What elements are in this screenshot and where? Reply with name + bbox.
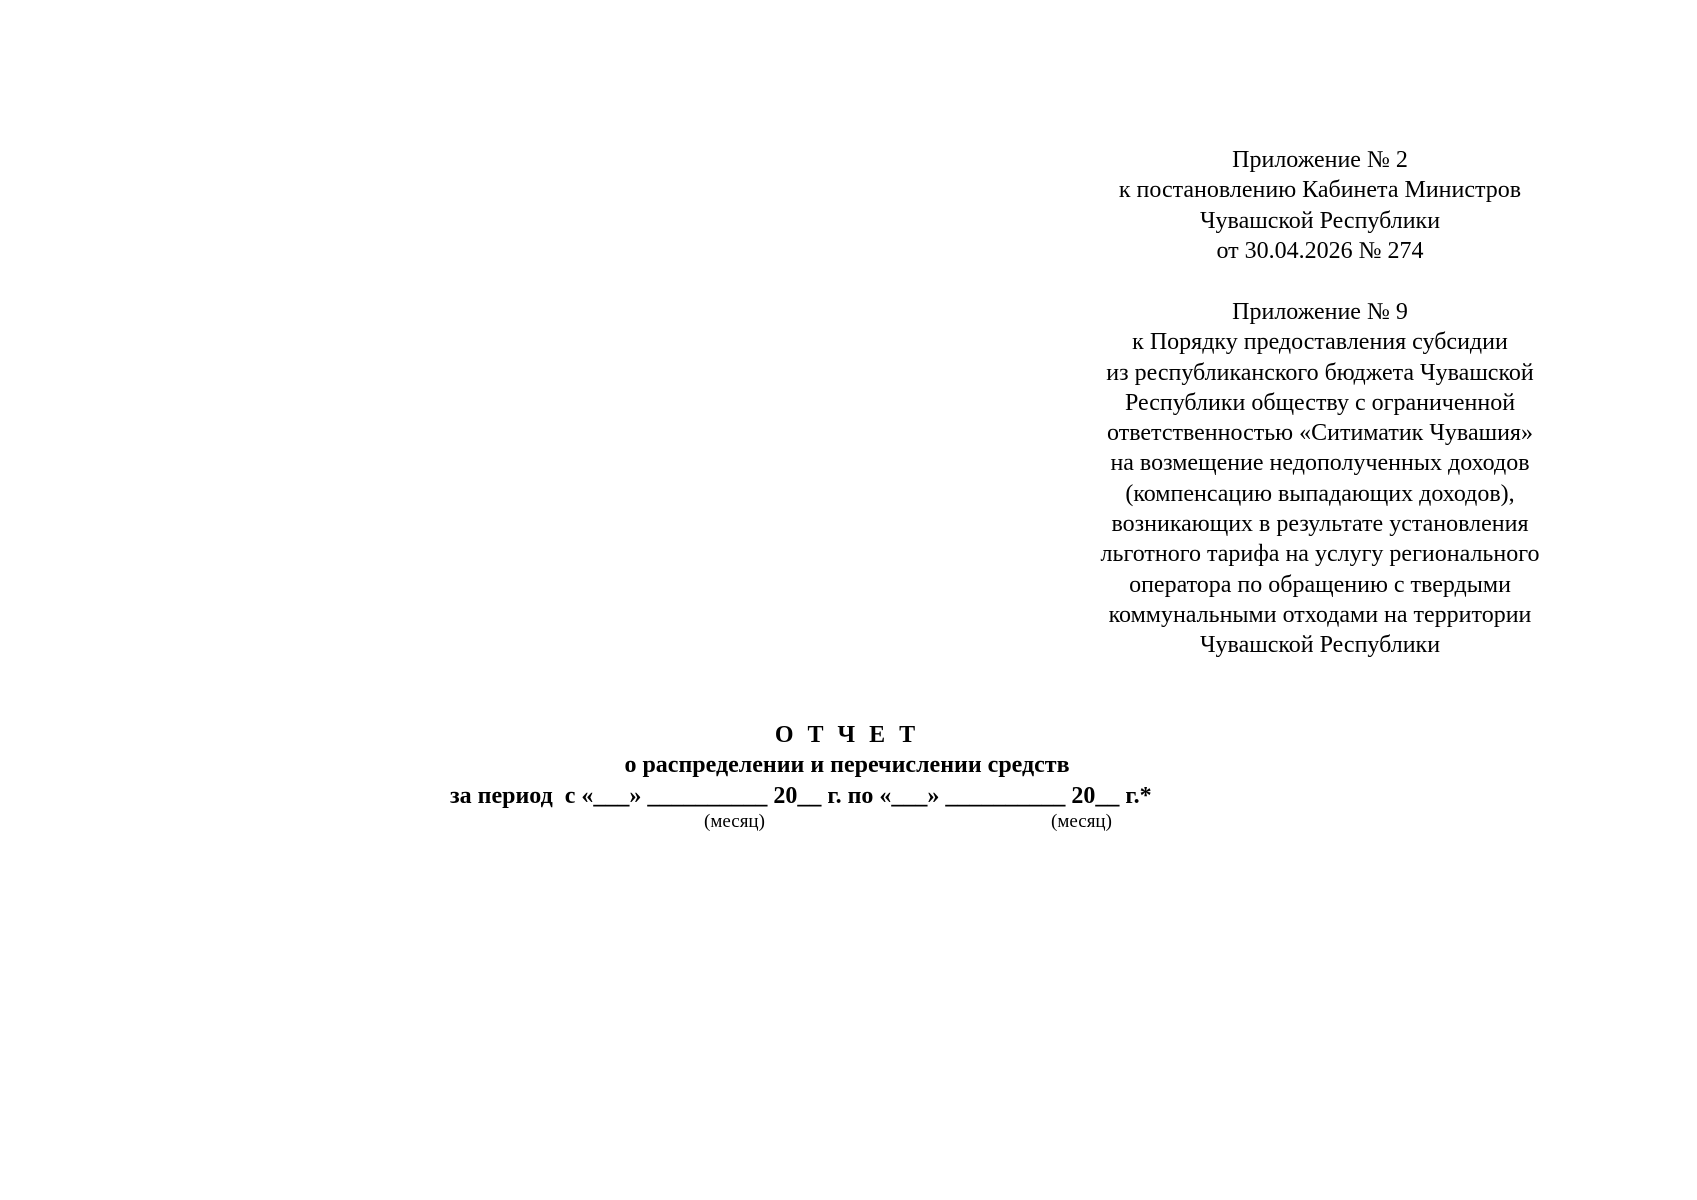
- appendix-2-header: [1040, 145, 1600, 266]
- appendix-9-line: льготного тарифа на услугу регионального: [1100, 541, 1540, 568]
- appendix-9-line: на возмещение недополученных доходов: [1110, 450, 1530, 477]
- appendix-2-line: к постановлению Кабинета Министров: [1118, 177, 1522, 204]
- report-subtitle: о распределении и перечислении средств: [624, 752, 1070, 778]
- appendix-9-line: из республиканского бюджета Чувашской: [1106, 359, 1534, 386]
- month-hint-to: (месяц): [1051, 811, 1112, 832]
- appendix-9-line: Республики обществу с ограниченной: [1124, 389, 1516, 416]
- appendix-2-line: Чувашской Республики: [1199, 207, 1441, 234]
- appendix-9-line: коммунальными отходами на территории: [1108, 601, 1532, 628]
- appendix-2-line: Приложение № 2: [1232, 147, 1408, 173]
- appendix-9-header: [1040, 297, 1600, 661]
- report-period-line: за период с «___» __________ 20__ г. по «___» __________ 20__ г.*: [450, 783, 1152, 809]
- appendix-9-line: к Порядку предоставления субсидии: [1132, 329, 1508, 356]
- appendix-9-line: Чувашской Республики: [1199, 632, 1441, 659]
- month-hint-from: (месяц): [704, 811, 765, 832]
- report-title: О Т Ч Е Т: [774, 722, 920, 748]
- appendix-9-line: возникающих в результате установления: [1111, 511, 1529, 538]
- appendix-9-line: оператора по обращению с твердыми: [1129, 571, 1511, 598]
- appendix-9-line: (компенсацию выпадающих доходов),: [1125, 480, 1515, 507]
- appendix-2-line: от 30.04.2026 № 274: [1216, 237, 1424, 264]
- appendix-9-line: Приложение № 9: [1232, 299, 1408, 325]
- appendix-9-line: ответственностью «Ситиматик Чувашия»: [1107, 420, 1533, 447]
